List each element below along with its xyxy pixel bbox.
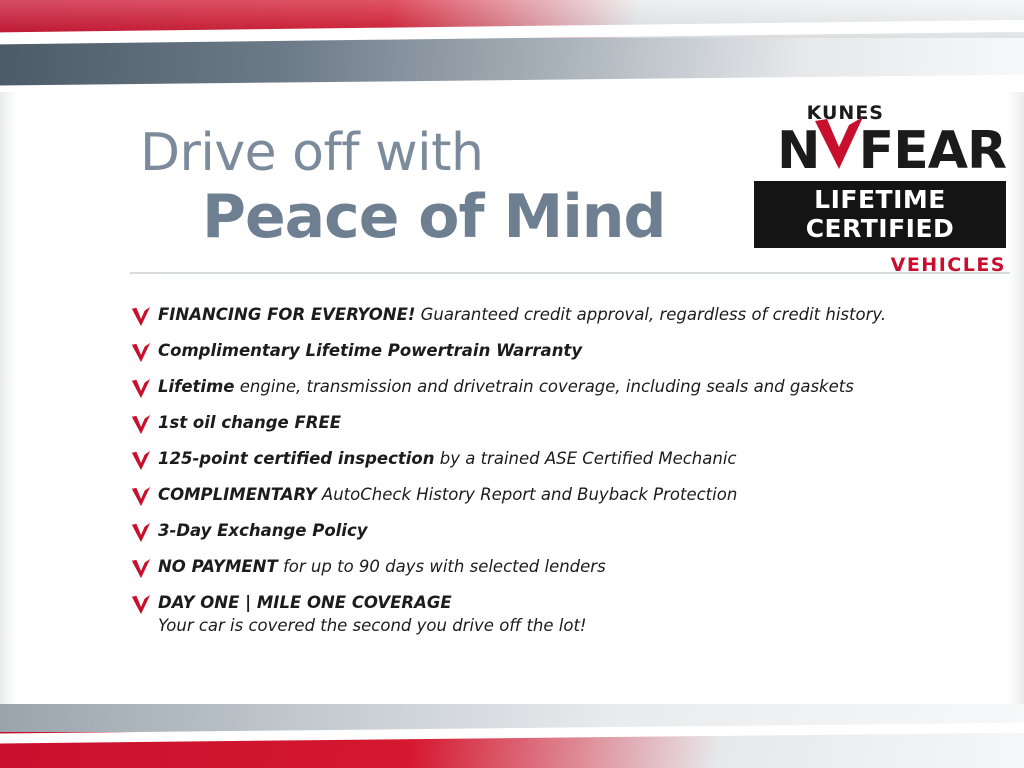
logo-brand-text: KUNES	[806, 102, 884, 124]
list-item-text	[158, 593, 587, 614]
list-item-rest: by a trained ASE Certified Mechanic	[434, 449, 737, 468]
top-banner	[0, 0, 1024, 92]
list-item-bold: 3-Day Exchange Policy	[158, 521, 368, 540]
list-item	[130, 485, 930, 508]
list-item-bold: Complimentary Lifetime Powertrain Warranty	[158, 341, 583, 360]
no-fear-logo	[754, 102, 1006, 276]
check-icon	[130, 486, 152, 508]
list-item-text	[158, 449, 736, 470]
list-item-bold: COMPLIMENTARY	[158, 485, 317, 504]
list-item	[130, 557, 930, 580]
check-icon	[130, 450, 152, 472]
page-title	[140, 123, 740, 252]
red-check-icon	[809, 115, 869, 175]
list-item-bold: 125-point certified inspection	[158, 449, 435, 468]
logo-word-no: N	[777, 121, 820, 181]
list-item-text	[158, 305, 886, 326]
list-item	[130, 305, 930, 328]
list-item-bold: NO PAYMENT	[158, 557, 278, 576]
list-item	[130, 413, 930, 436]
list-item	[130, 593, 930, 635]
list-item-text	[158, 557, 606, 578]
list-item	[130, 521, 930, 544]
check-icon	[130, 306, 152, 328]
check-icon	[130, 594, 152, 616]
list-item	[130, 341, 930, 364]
check-icon	[130, 414, 152, 436]
list-item-rest: engine, transmission and drivetrain coverage, including seals and gaskets	[234, 377, 854, 396]
list-item-text	[158, 413, 341, 434]
logo-wordmark	[754, 121, 1006, 181]
list-item	[130, 449, 930, 472]
list-item-text	[158, 377, 854, 398]
list-item-rest: for up to 90 days with selected lenders	[277, 557, 606, 576]
list-item	[130, 377, 930, 400]
list-item-subtext: Your car is covered the second you drive off the lot!	[158, 615, 587, 635]
headline-line-2: Peace of Mind	[202, 181, 666, 252]
list-item-text	[158, 485, 737, 506]
list-item-bold: DAY ONE | MILE ONE COVERAGE	[158, 593, 452, 612]
logo-suffix-text: VEHICLES	[890, 254, 1006, 276]
list-item-text	[158, 521, 368, 542]
headline-line-1: Drive off with	[140, 123, 484, 183]
check-icon	[130, 558, 152, 580]
list-item-rest: AutoCheck History Report and Buyback Protection	[316, 485, 738, 504]
left-edge-gradient	[0, 92, 16, 704]
check-icon	[130, 522, 152, 544]
logo-badge-text: LIFETIME CERTIFIED	[754, 181, 1006, 248]
right-edge-gradient	[1008, 92, 1024, 704]
check-icon	[130, 378, 152, 400]
benefits-list	[130, 305, 930, 648]
list-item-text	[158, 341, 582, 362]
list-item-bold: FINANCING FOR EVERYONE!	[158, 305, 416, 324]
list-item-bold: Lifetime	[158, 377, 235, 396]
bottom-banner	[0, 704, 1024, 768]
check-icon	[130, 342, 152, 364]
list-item-rest: Guaranteed credit approval, regardless of credit history.	[415, 305, 887, 324]
list-item-bold: 1st oil change FREE	[158, 413, 341, 432]
logo-word-fear: FEAR	[858, 121, 1006, 181]
